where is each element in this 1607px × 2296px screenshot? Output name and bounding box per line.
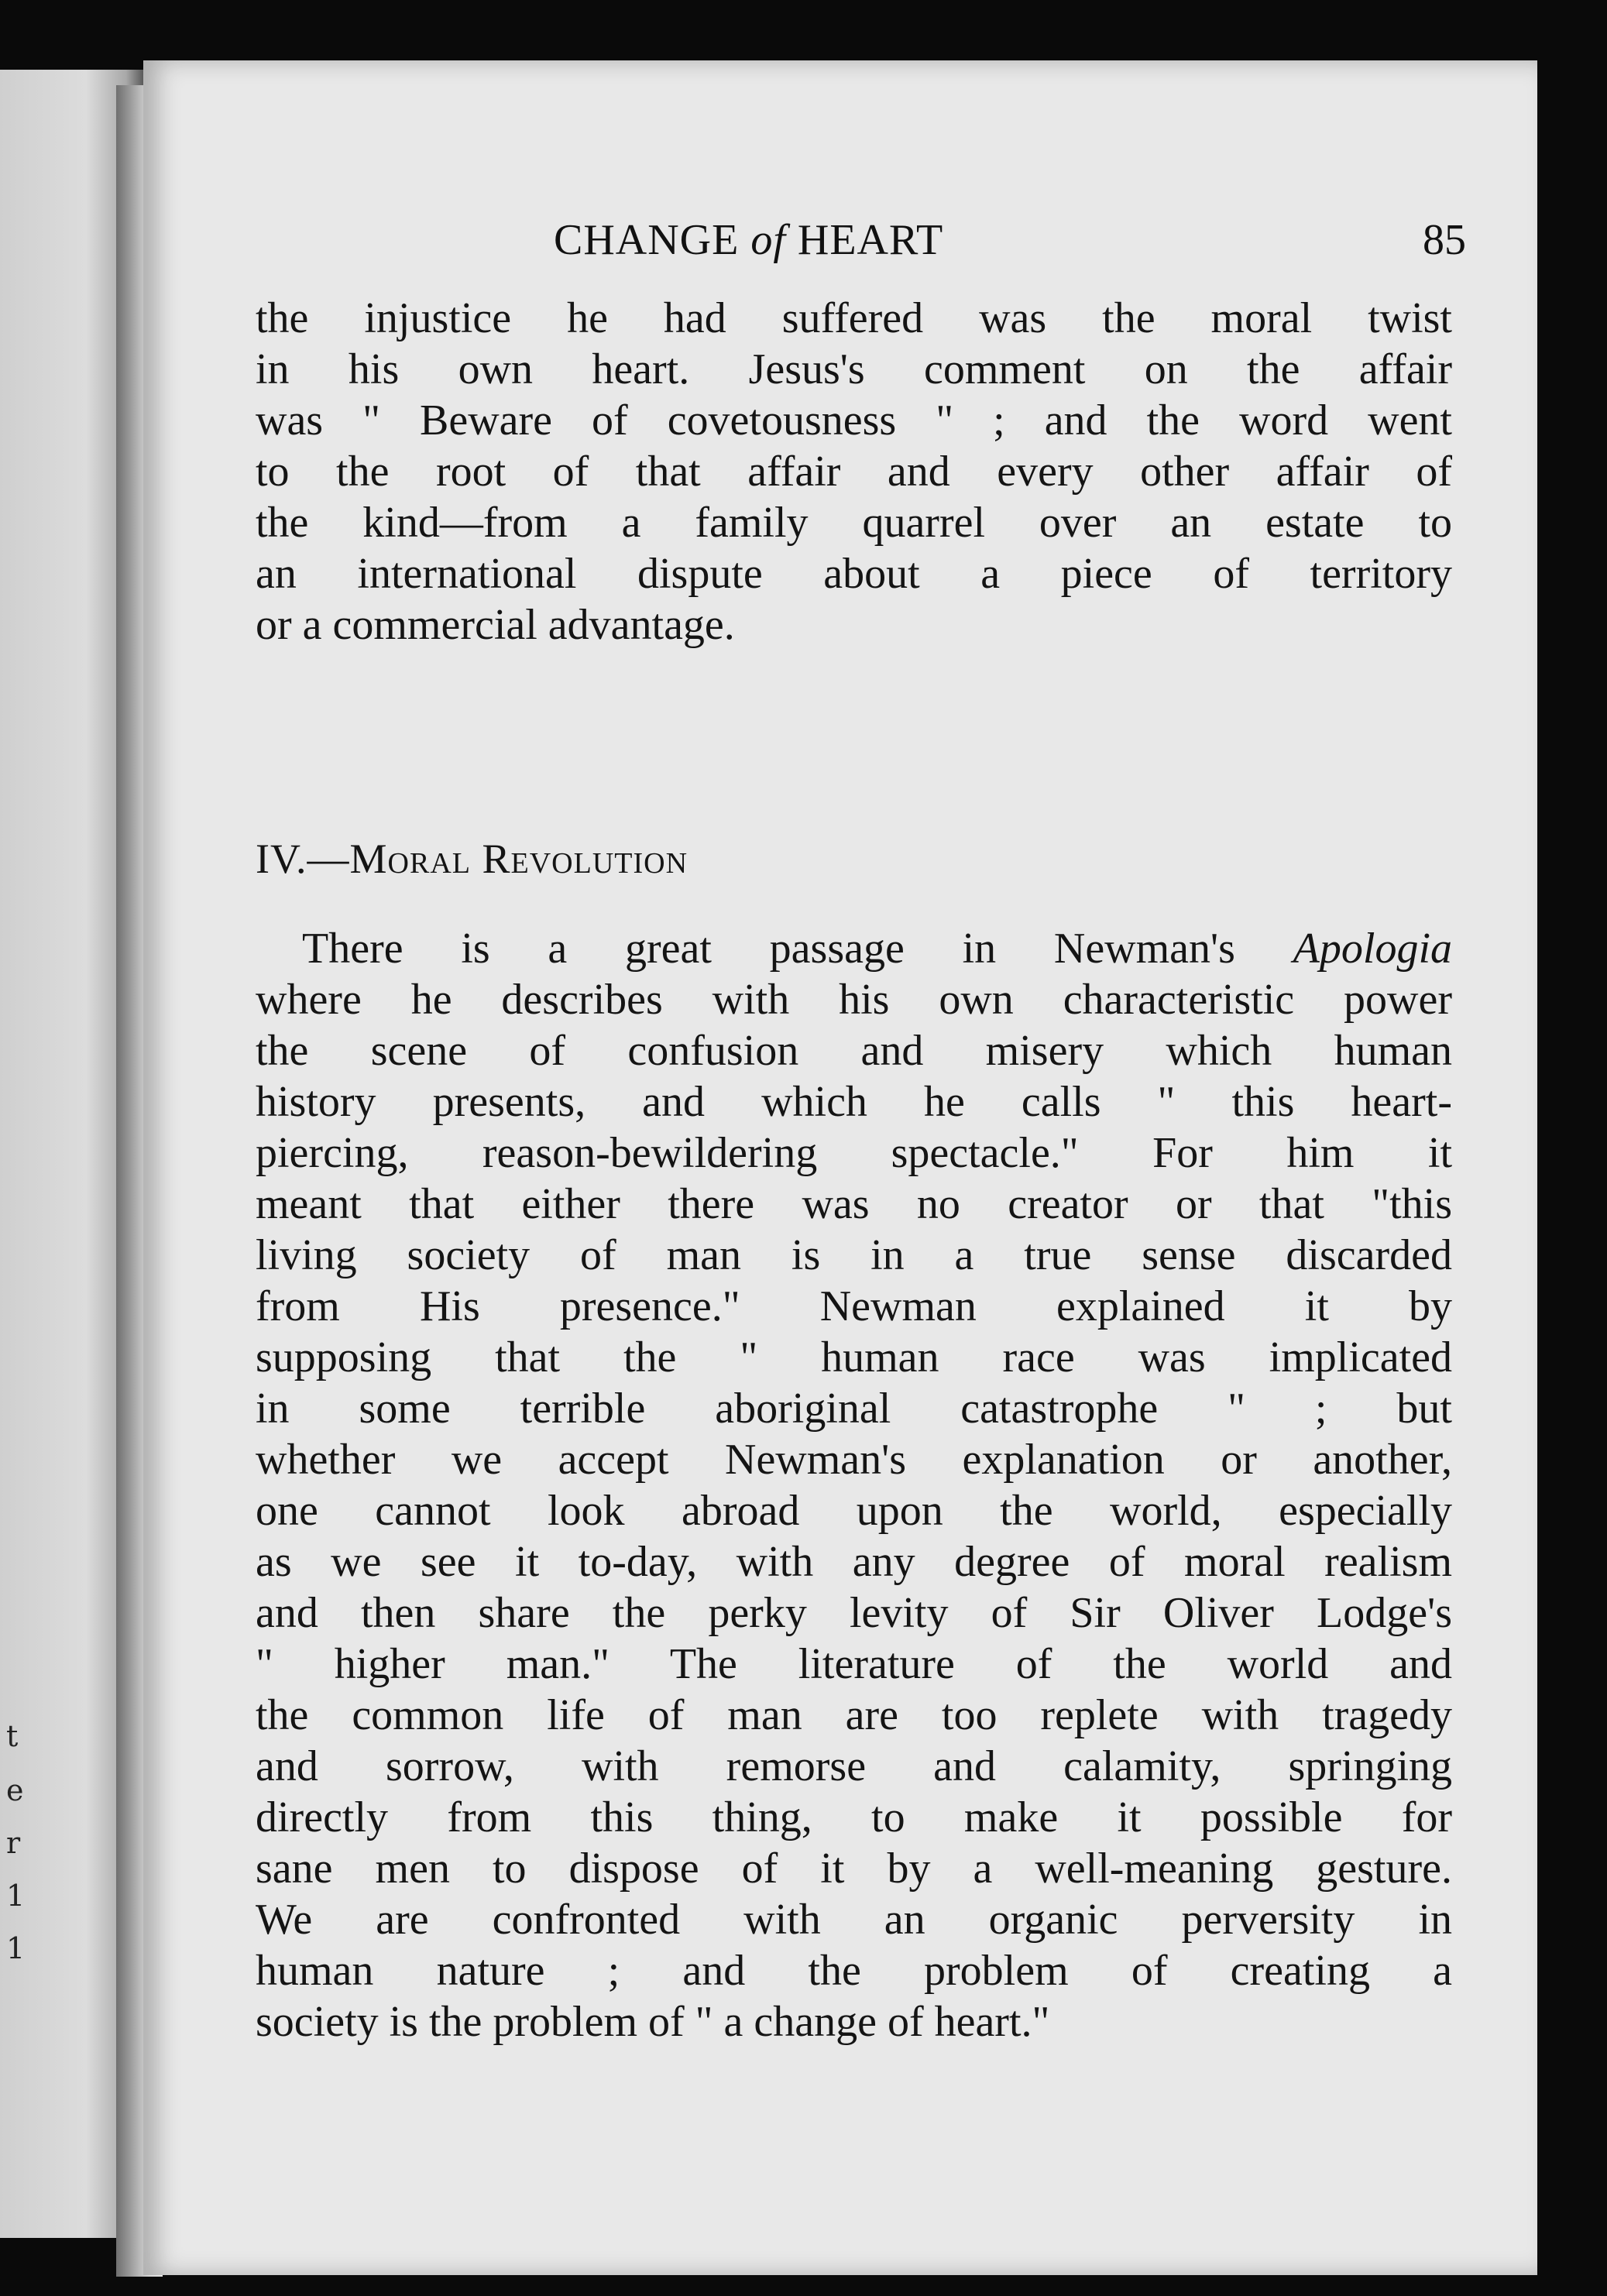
text-line: directly from this thing, to make it possible for (256, 1793, 1452, 1841)
text-line: " higher man." The literature of the world and (256, 1640, 1452, 1688)
page-number: 85 (1423, 216, 1466, 264)
paragraph-continued (256, 293, 1452, 650)
running-title (554, 215, 943, 265)
text-line: and then share the perky levity of Sir Oliver Lodge's (256, 1589, 1452, 1637)
section-title: Moral Revolution (349, 836, 688, 882)
text-line: supposing that the " human race was implicated (256, 1333, 1452, 1381)
text-line: We are confronted with an organic perversity in (256, 1896, 1452, 1944)
text-line: piercing, reason-bewildering spectacle." For him it (256, 1129, 1452, 1177)
text-line: living society of man is in a true sense discarded (256, 1231, 1452, 1279)
text-line: where he describes with his own characteristic power (256, 976, 1452, 1024)
text-line: sane men to dispose of it by a well-meaning gesture. (256, 1845, 1452, 1893)
text-line: and sorrow, with remorse and calamity, springing (256, 1742, 1452, 1790)
text-line: whether we accept Newman's explanation or another, (256, 1436, 1452, 1484)
text-line: society is the problem of " a change of heart." (256, 1998, 1050, 2046)
text-line: There is a great passage in Newman's Apologia (302, 925, 1452, 973)
text-line: history presents, and which he calls " this heart- (256, 1078, 1452, 1126)
facing-page-fragment: e (6, 1773, 24, 1807)
text-line: meant that either there was no creator or that "this (256, 1180, 1452, 1228)
text-line: the injustice he had suffered was the moral twist (256, 294, 1452, 342)
facing-page-fragment: r (6, 1826, 21, 1860)
text-line: the scene of confusion and misery which human (256, 1027, 1452, 1075)
text-line: in his own heart. Jesus's comment on the affair (256, 345, 1452, 393)
text-line: was " Beware of covetousness " ; and the word went (256, 396, 1452, 444)
text-line: human nature ; and the problem of creating a (256, 1947, 1452, 1995)
facing-page-fragment: 1 (6, 1931, 26, 1965)
text-line: an international dispute about a piece of territory (256, 550, 1452, 598)
running-header (554, 215, 1483, 277)
section-number: IV.— (256, 836, 350, 882)
paragraph (256, 923, 1452, 2047)
facing-page-fragment: 1 (6, 1879, 26, 1913)
text-line: the kind—from a family quarrel over an estate to (256, 499, 1452, 547)
running-title-word: CHANGE (554, 216, 740, 264)
running-title-word: of (750, 216, 786, 264)
text-line: one cannot look abroad upon the world, especially (256, 1487, 1452, 1535)
text-line: the common life of man are too replete with tragedy (256, 1691, 1452, 1739)
facing-page-fragment: t (6, 1719, 19, 1753)
text-line: to the root of that affair and every other affair of (256, 448, 1452, 496)
book-page (143, 60, 1537, 2275)
text-line: in some terrible aboriginal catastrophe " ; but (256, 1385, 1452, 1433)
book-title-italic: Apologia (1293, 925, 1452, 973)
text-line: from His presence." Newman explained it by (256, 1282, 1452, 1330)
text-line: as we see it to-day, with any degree of moral realism (256, 1538, 1452, 1586)
running-title-word: HEART (797, 216, 944, 264)
text-line: or a commercial advantage. (256, 601, 735, 649)
section-heading (256, 835, 688, 883)
